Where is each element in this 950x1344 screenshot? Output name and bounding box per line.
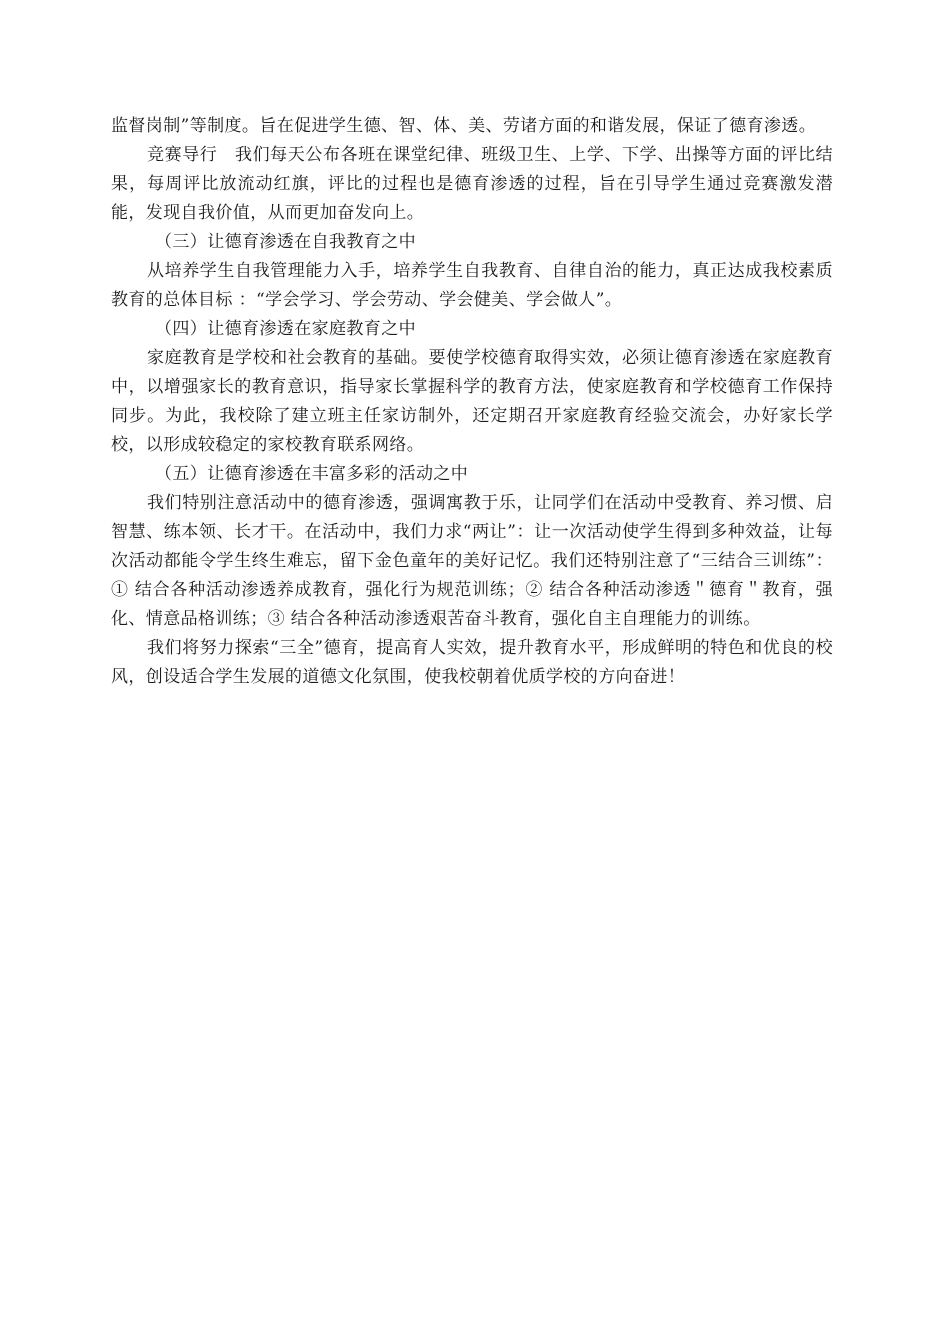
section-heading-4: （四）让德育渗透在家庭教育之中: [155, 319, 416, 339]
paragraph-conclusion: 我们将努力探索“三全”德育，提高育人实效，提升教育水平，形成鲜明的特色和优良的校风，创设适合学生发展的道德文化氛围，使我校朝着优质学校的方向奋进！: [111, 638, 833, 687]
paragraph-family-education: 家庭教育是学校和社会教育的基础。要使学校德育取得实效，必须让德育渗透在家庭教育中，以增强家长的教育意识，指导家长掌握科学的教育方法，使家庭教育和学校德育工作保持同步。为此，我校除了建立班主任家访制外，还定期召开家庭教育经验交流会，办好家长学校，以形成较稳定的家校教育联系网络。: [111, 348, 833, 455]
document-page: [111, 112, 833, 692]
paragraph-self-education: 从培养学生自我管理能力入手，培养学生自我教育、自律自治的能力，真正达成我校素质教育的总体目标 ：“学会学习、学会劳动、学会健美、学会做人”。: [111, 261, 833, 310]
paragraph-continuation: 监督岗制”等制度。旨在促进学生德、智、体、美、劳诸方面的和谐发展，保证了德育渗透。: [111, 116, 817, 136]
section-heading-3: （三）让德育渗透在自我教育之中: [155, 232, 416, 252]
paragraph-activities: 我们特别注意活动中的德育渗透，强调寓教于乐，让同学们在活动中受教育、养习惯、启智慧、练本领、长才干。在活动中，我们力求“两让”：让一次活动使学生得到多种效益，让每次活动都能令学生终生难忘，留下金色童年的美好记忆。我们还特别注意了“三结合三训练”：① 结合各种活动渗透养成教育，强化行为规范训练；② 结合各种活动渗透＂德育＂教育，强化、情意品格训练；③ 结合各种活动渗透艰苦奋斗教育，强化自主自理能力的训练。: [111, 493, 833, 629]
paragraph-competition: 竞赛导行 我们每天公布各班在课堂纪律、班级卫生、上学、下学、出操等方面的评比结果，每周评比放流动红旗，评比的过程也是德育渗透的过程，旨在引导学生通过竞赛激发潜能，发现自我价值，从而更加奋发向上。: [111, 145, 833, 223]
section-heading-5: （五）让德育渗透在丰富多彩的活动之中: [155, 464, 469, 484]
